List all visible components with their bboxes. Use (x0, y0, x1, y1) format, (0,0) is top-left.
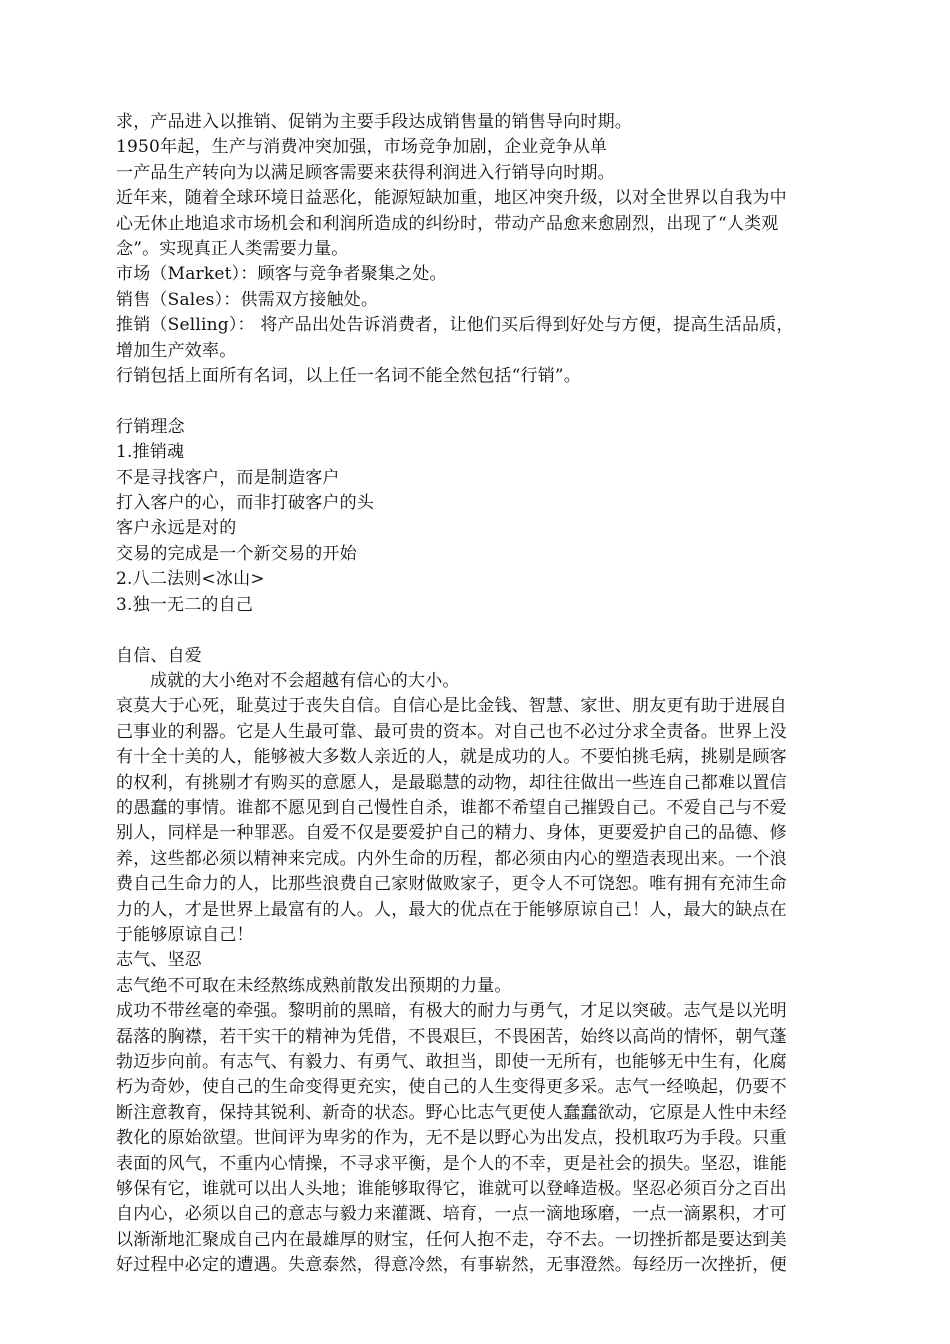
definition-selling: 推销（Selling）： 将产品出处告诉消费者，让他们买后得到好处与方便，提高生活品质， (116, 315, 794, 336)
text-line: 己事业的利器。它是人生最可靠、最可贵的资本。对自己也不必过分求全责备。世界上没 (116, 721, 787, 742)
blank-line (116, 389, 876, 414)
list-item: 3.独一无二的自己 (116, 594, 254, 615)
text-line: 别人，同样是一种罪恶。自爱不仅是要爱护自己的精力、身体，更要爱护自己的品德、修 (116, 823, 787, 844)
text-line: 勃迈步向前。有志气、有毅力、有勇气、敢担当，即使一无所有，也能够无中生有，化腐 (116, 1052, 787, 1072)
text-line: 有十全十美的人，能够被大多数人亲近的人，就是成功的人。不要怕挑毛病，挑剔是顾客 (116, 747, 787, 768)
ambition-section (116, 948, 876, 1278)
text-line: 力的人，才是世界上最富有的人。人，最大的优点在于能够原谅自己！人，最大的缺点在 (116, 899, 787, 920)
list-item: 2.八二法则<冰山> (116, 569, 265, 590)
text-line: 的愚蠢的事情。谁都不愿见到自己慢性自杀，谁都不希望自己摧毁自己。不爱自己与不爱 (116, 797, 787, 818)
text-line: 求，产品进入以推销、促销为主要手段达成销售量的销售导向时期。 (116, 112, 632, 132)
text-line: 哀莫大于心死，耻莫过于丧失自信。自信心是比金钱、智慧、家世、朋友更有助于进展自 (116, 696, 787, 717)
document-page (116, 110, 876, 1279)
concept-section (116, 415, 876, 618)
section-heading: 志气、坚忍 (116, 950, 202, 971)
text-line: 教化的原始欲望。世间评为卑劣的作为，无不是以野心为出发点，投机取巧为手段。只重 (116, 1128, 787, 1149)
text-line: 近年来，随着全球环境日益恶化，能源短缺加重，地区冲突升级，以对全世界以自我为中 (116, 188, 787, 209)
text-line: 心无休止地追求市场机会和利润所造成的纠纷时，带动产品愈来愈剧烈，出现了“人类观 (116, 213, 779, 234)
text-line: 一产品生产转向为以满足顾客需要来获得利润进入行销导向时期。 (116, 162, 615, 183)
intro-section (116, 110, 876, 389)
definition-sales: 销售（Sales）：供需双方接触处。 (116, 289, 379, 310)
text-line: 断注意教育，保持其锐利、新奇的状态。野心比志气更使人蠢蠢欲动，它原是人性中未经 (116, 1102, 787, 1123)
confidence-section (116, 644, 876, 949)
list-item: 1.推销魂 (116, 442, 185, 463)
text-line: 以渐渐地汇聚成自己内在最雄厚的财宝，任何人抱不走，夺不去。一切挫折都是要达到美 (116, 1229, 787, 1250)
section-heading: 行销理念 (116, 416, 185, 437)
text-line: 费自己生命力的人，比那些浪费自己家财做败家子，更令人不可饶恕。唯有拥有充沛生命 (116, 874, 787, 895)
section-quote: 志气绝不可取在未经熬练成熟前散发出预期的力量。 (116, 975, 512, 996)
definition-market: 市场（Market）：顾客与竞争者聚集之处。 (116, 264, 447, 285)
list-item: 打入客户的心，而非打破客户的头 (116, 493, 374, 514)
text-line: 磊落的胸襟，若干实干的精神为凭借，不畏艰巨，不畏困苦，始终以高尚的情怀，朝气蓬 (116, 1026, 787, 1047)
text-line: 于能够原谅自己！ (116, 924, 254, 945)
text-line: 表面的风气，不重内心情操，不寻求平衡，是个人的不幸，更是社会的损失。坚忍，谁能 (116, 1153, 787, 1174)
list-item: 不是寻找客户，而是制造客户 (116, 467, 340, 488)
text-line: 1950年起，生产与消费冲突加强，市场竞争加剧，企业竞争从单 (116, 137, 608, 158)
list-item: 客户永远是对的 (116, 518, 237, 539)
text-line: 成功不带丝毫的牵强。黎明前的黑暗，有极大的耐力与勇气，才足以突破。志气是以光明 (116, 1001, 787, 1022)
text-line: 增加生产效率。 (116, 340, 237, 361)
text-line: 的权利，有挑剔才有购买的意愿人，是最聪慧的动物，却往往做出一些连自己都难以置信 (116, 772, 787, 793)
section-heading: 自信、自爱 (116, 645, 202, 666)
section-quote: 成就的大小绝对不会超越有信心的大小。 (150, 670, 460, 691)
text-line: 自内心，必须以自己的意志与毅力来灌溉、培育，一点一滴地琢磨，一点一滴累积，才可 (116, 1204, 787, 1225)
text-line: 念”。实现真正人类需要力量。 (116, 239, 349, 260)
text-line: 行销包括上面所有名词，以上任一名词不能全然包括“行销”。 (116, 366, 581, 387)
list-item: 交易的完成是一个新交易的开始 (116, 543, 357, 564)
text-line: 好过程中必定的遭遇。失意泰然，得意冷然，有事崭然，无事澄然。每经历一次挫折，便 (116, 1255, 787, 1276)
text-line: 朽为奇妙，使自己的生命变得更充实，使自己的人生变得更多采。志气一经唤起，仍要不 (116, 1077, 787, 1098)
blank-line (116, 618, 876, 643)
text-line: 养，这些都必须以精神来完成。内外生命的历程，都必须由内心的塑造表现出来。一个浪 (116, 848, 787, 869)
text-line: 够保有它，谁就可以出人头地；谁能够取得它，谁就可以登峰造极。坚忍必须百分之百出 (116, 1179, 787, 1200)
